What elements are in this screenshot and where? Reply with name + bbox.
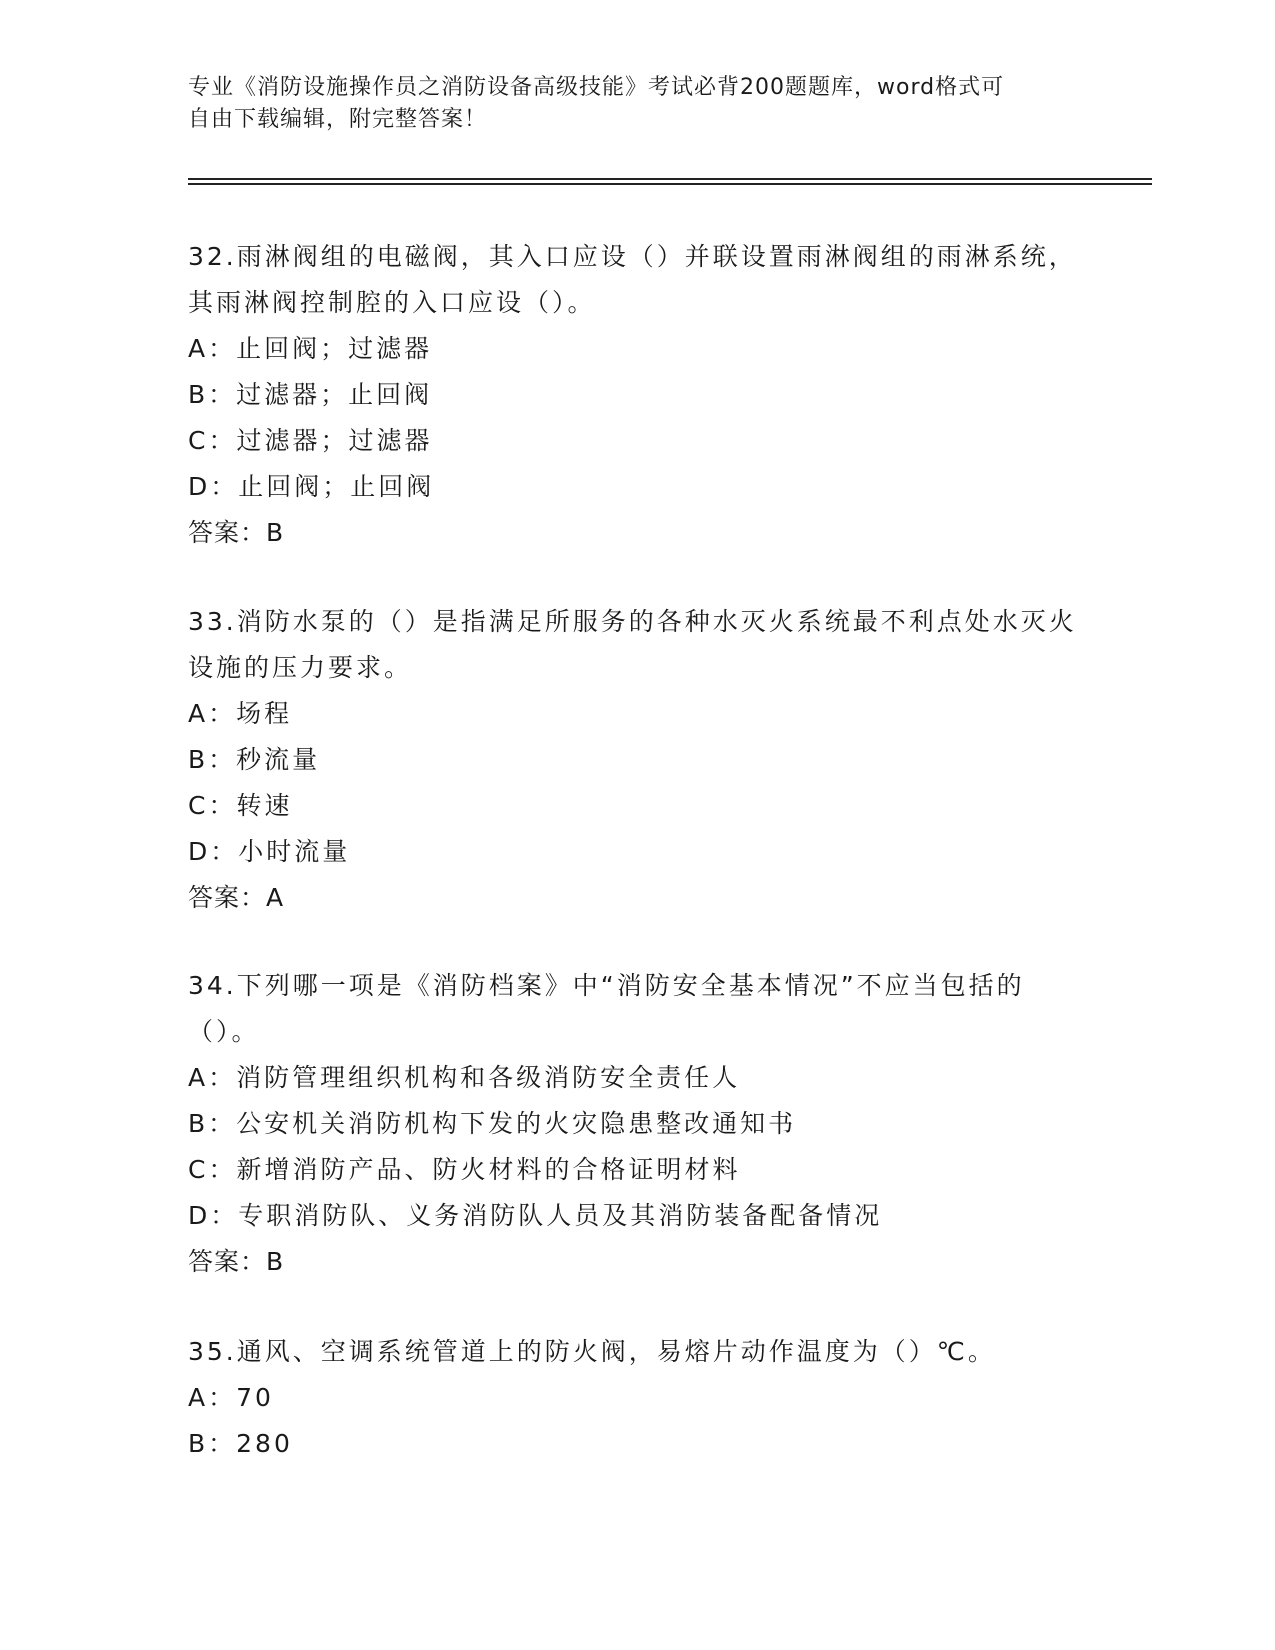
- option-b: B：280: [188, 1429, 293, 1458]
- question-34: [188, 963, 1088, 1285]
- answer: 答案：B: [188, 518, 285, 547]
- document-header: 专业《消防设施操作员之消防设备高级技能》考试必背200题题库，word格式可 自由下载编辑，附完整答案！: [188, 75, 1005, 132]
- option-b: B：公安机关消防机构下发的火灾隐患整改通知书: [188, 1109, 797, 1138]
- question-stem: 35.通风、空调系统管道上的防火阀，易熔片动作温度为（）℃。: [188, 1337, 996, 1366]
- question-stem: 33.消防水泵的（）是指满足所服务的各种水灭火系统最不利点处水灭火设施的压力要求。: [188, 607, 1077, 682]
- question-stem: 32.雨淋阀组的电磁阀，其入口应设（）并联设置雨淋阀组的雨淋系统，其雨淋阀控制腔的入口应设（）。: [188, 242, 1077, 317]
- question-35: [188, 1329, 1088, 1467]
- option-c: C：新增消防产品、防火材料的合格证明材料: [188, 1155, 741, 1184]
- option-a: A：消防管理组织机构和各级消防安全责任人: [188, 1063, 741, 1092]
- question-33: [188, 599, 1088, 921]
- option-d: D：止回阀；止回阀: [188, 472, 435, 501]
- option-a: A：70: [188, 1383, 274, 1412]
- option-a: A：场程: [188, 699, 293, 728]
- option-b: B：秒流量: [188, 745, 321, 774]
- option-a: A：止回阀；过滤器: [188, 334, 433, 363]
- option-d: D：专职消防队、义务消防队人员及其消防装备配备情况: [188, 1201, 883, 1230]
- question-stem: 34.下列哪一项是《消防档案》中“消防安全基本情况”不应当包括的（）。: [188, 971, 1025, 1046]
- option-b: B：过滤器；止回阀: [188, 380, 433, 409]
- option-c: C：转速: [188, 791, 293, 820]
- option-d: D：小时流量: [188, 837, 351, 866]
- answer: 答案：B: [188, 1247, 285, 1276]
- answer: 答案：A: [188, 883, 285, 912]
- question-32: [188, 234, 1088, 556]
- header-divider-bottom: [188, 183, 1152, 185]
- header-divider-top: [188, 178, 1152, 180]
- option-c: C：过滤器；过滤器: [188, 426, 433, 455]
